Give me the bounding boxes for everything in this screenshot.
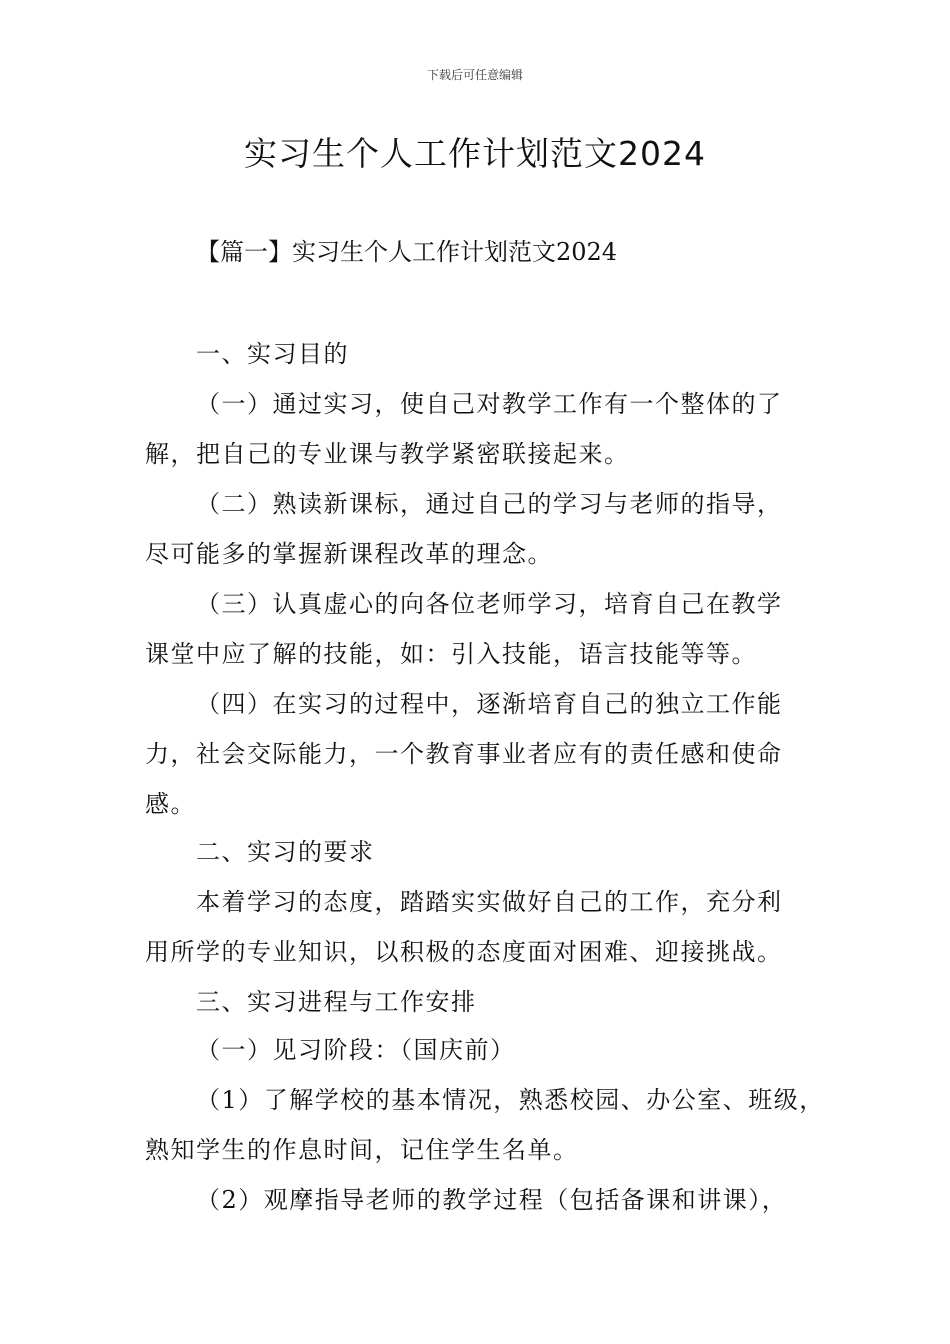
heading-requirements: 二、实习的要求 (196, 838, 375, 866)
paragraph-line: （2）观摩指导老师的教学过程（包括备课和讲课）， (196, 1186, 788, 1214)
paragraph-line: 尽可能多的掌握新课程改革的理念。 (145, 540, 553, 568)
heading-purpose: 一、实习目的 (196, 340, 349, 368)
document-title: 实习生个人工作计划范文2024 (244, 134, 706, 173)
paragraph-line: 本着学习的态度，踏踏实实做好自己的工作，充分利 (196, 888, 783, 916)
heading-schedule: 三、实习进程与工作安排 (196, 988, 477, 1016)
download-note: 下载后可任意编辑 (426, 68, 523, 82)
paragraph-line: 力，社会交际能力，一个教育事业者应有的责任感和使命 (145, 740, 783, 768)
subheading-observation: （一）见习阶段：（国庆前） (196, 1036, 516, 1064)
paragraph-line: （1）了解学校的基本情况，熟悉校园、办公室、班级， (196, 1086, 825, 1114)
paragraph-line: 课堂中应了解的技能，如：引入技能，语言技能等等。 (145, 640, 757, 668)
paragraph-line: （一）通过实习，使自己对教学工作有一个整体的了 (196, 390, 783, 418)
paragraph-line: 用所学的专业知识，以积极的态度面对困难、迎接挑战。 (145, 938, 783, 966)
section-heading: 【篇一】实习生个人工作计划范文2024 (196, 238, 618, 266)
paragraph-line: （二）熟读新课标，通过自己的学习与老师的指导， (196, 490, 783, 518)
paragraph-line: 解，把自己的专业课与教学紧密联接起来。 (145, 440, 630, 468)
paragraph-line: 熟知学生的作息时间，记住学生名单。 (145, 1136, 579, 1164)
paragraph-line: （三）认真虚心的向各位老师学习，培育自己在教学 (196, 590, 783, 618)
paragraph-line: 感。 (145, 790, 196, 818)
paragraph-line: （四）在实习的过程中，逐渐培育自己的独立工作能 (196, 690, 783, 718)
